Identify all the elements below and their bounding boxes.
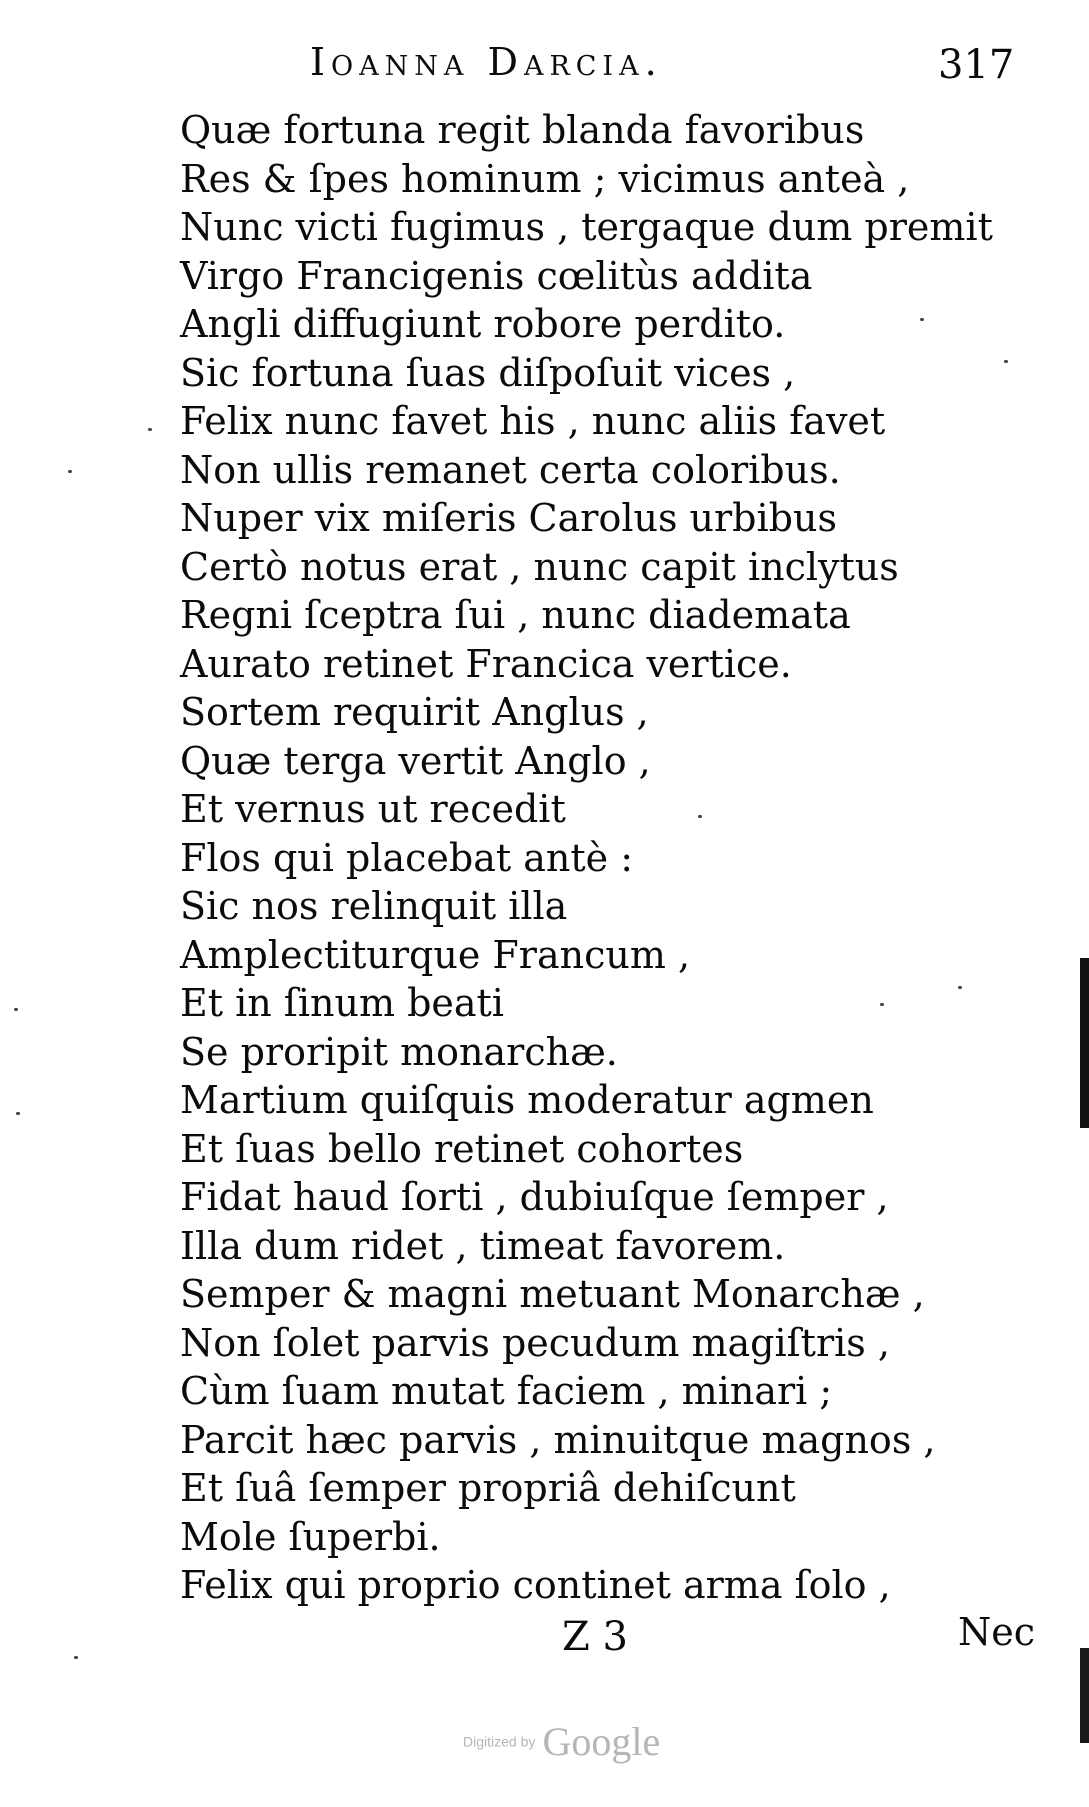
ink-speck	[880, 1003, 884, 1006]
verse-line: Felix nunc favet his , nunc aliis favet	[180, 399, 886, 443]
digitized-watermark	[463, 1718, 660, 1765]
verse-line: Et vernus ut recedit	[180, 787, 566, 831]
verse-line: Non ſolet parvis pecudum magiſtris ,	[180, 1320, 890, 1365]
verse-line: Et ſuas bello retinet cohortes	[180, 1126, 744, 1171]
verse-line: Mole ſuperbi.	[180, 1514, 441, 1559]
ink-speck	[68, 470, 72, 473]
verse-line: Sic fortuna ſuas diſpoſuit vices ,	[180, 350, 796, 395]
verse-line: Nuper vix miſeris Carolus urbibus	[180, 496, 837, 540]
watermark-prefix: Digitized by	[463, 1733, 536, 1750]
signature-mark: Z 3	[562, 1614, 628, 1660]
verse-block	[180, 106, 1040, 1610]
ink-speck	[698, 815, 702, 818]
catchword: Nec	[958, 1610, 1036, 1654]
verse-line: Quæ terga vertit Anglo ,	[180, 738, 651, 783]
verse-line: Angli diffugiunt robore perdito.	[180, 302, 786, 346]
verse-line: Semper & magni metuant Monarchæ ,	[180, 1272, 925, 1316]
verse-line: Sic nos relinquit illa	[180, 884, 568, 928]
page-number: 317	[938, 42, 1015, 88]
running-title: Ioanna Darcia.	[310, 40, 663, 84]
ink-speck	[958, 986, 962, 989]
google-logo: Google	[542, 1719, 661, 1764]
verse-line: Sortem requirit Anglus ,	[180, 690, 649, 734]
ink-speck	[74, 1656, 78, 1659]
page-edge-shadow	[1080, 958, 1089, 1128]
verse-line: Certò notus erat , nunc capit inclytus	[180, 544, 899, 589]
ink-speck	[14, 1008, 18, 1011]
verse-line: Se proripit monarchæ.	[180, 1029, 618, 1074]
verse-line: Cùm ſuam mutat faciem , minari ;	[180, 1369, 833, 1413]
verse-line: Et in ſinum beati	[180, 981, 504, 1025]
ink-speck	[148, 428, 152, 431]
ink-speck	[920, 318, 924, 321]
ink-speck	[16, 1112, 20, 1115]
verse-line: Felix qui proprio continet arma ſolo ,	[180, 1563, 891, 1607]
verse-line: Et ſuâ ſemper propriâ dehiſcunt	[180, 1466, 796, 1510]
verse-line: Amplectiturque Francum ,	[180, 932, 691, 977]
verse-line: Virgo Francigenis cœlitùs addita	[180, 253, 813, 298]
verse-line: Parcit hæc parvis , minuitque magnos ,	[180, 1417, 936, 1462]
verse-line: Quæ fortuna regit blanda favoribus	[180, 108, 865, 152]
verse-line: Aurato retinet Francica vertice.	[180, 641, 792, 686]
verse-line: Nunc victi fugimus , tergaque dum premit	[180, 205, 993, 249]
verse-line: Fidat haud ſorti , dubiuſque ſemper ,	[180, 1175, 889, 1219]
page-edge-shadow	[1080, 1648, 1089, 1743]
verse-line: Martium quiſquis moderatur agmen	[180, 1078, 874, 1122]
verse-line: Illa dum ridet , timeat favorem.	[180, 1223, 786, 1268]
verse-line: Regni ſceptra ſui , nunc diademata	[180, 593, 851, 637]
verse-line: Flos qui placebat antè :	[180, 835, 634, 880]
ink-speck	[1004, 360, 1008, 363]
verse-line: Non ullis remanet certa coloribus.	[180, 447, 841, 492]
verse-line: Res & ſpes hominum ; vicimus anteà ,	[180, 156, 910, 201]
